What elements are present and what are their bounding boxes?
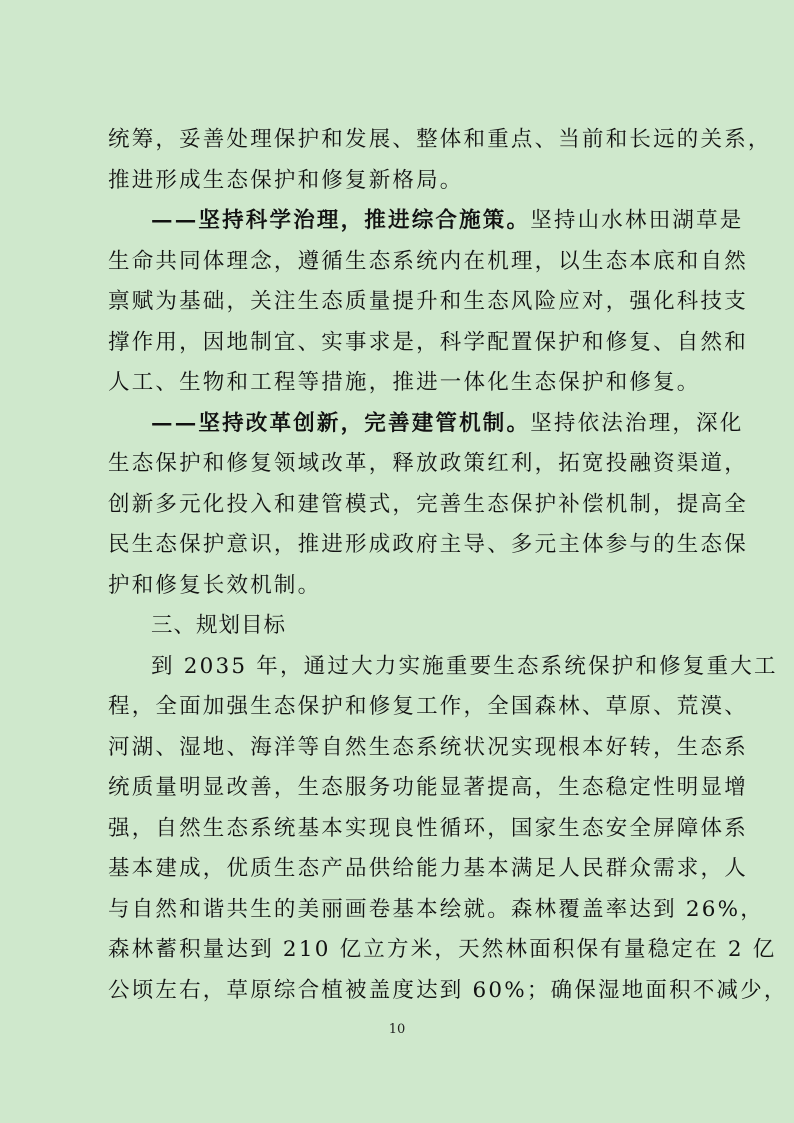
text-line: 河湖、湿地、海洋等自然生态系统状况实现根本好转，生态系 bbox=[108, 734, 748, 760]
paragraph-scientific-governance bbox=[108, 201, 748, 404]
text-line: 统质量明显改善，生态服务功能显著提高，生态稳定性明显增 bbox=[108, 775, 748, 800]
text-line: 基本建成，优质生态产品供给能力基本满足人民群众需求，人 bbox=[108, 856, 748, 881]
text-line: 生态保护和修复领域改革，释放政策红利，拓宽投融资渠道， bbox=[108, 451, 748, 476]
paragraph-reform-innovation bbox=[108, 404, 748, 607]
paragraph-planning-goals bbox=[108, 647, 788, 1012]
text-line: 森林蓄积量达到 210 亿立方米，天然林面积保有量稳定在 2 亿 bbox=[108, 937, 777, 962]
text-line: 民生态保护意识，推进形成政府主导、多元主体参与的生态保 bbox=[108, 532, 748, 557]
paragraph-continuation bbox=[108, 120, 772, 201]
text-line: 创新多元化投入和建管模式，完善生态保护补偿机制，提高全 bbox=[108, 491, 748, 517]
text-line: 到 2035 年，通过大力实施重要生态系统保护和修复重大工 bbox=[151, 653, 778, 679]
text-line: 生命共同体理念，遵循生态系统内在机理，以生态本底和自然 bbox=[108, 248, 748, 274]
text-line bbox=[108, 201, 744, 242]
text-line: 统筹，妥善处理保护和发展、整体和重点、当前和长远的关系， bbox=[108, 127, 772, 152]
paragraph-lead: ——坚持科学治理，推进综合施策。 bbox=[151, 208, 531, 233]
text-line: 禀赋为基础，关注生态质量提升和生态风险应对，强化科技支 bbox=[108, 289, 748, 314]
text-line bbox=[108, 404, 744, 445]
document-body bbox=[108, 120, 788, 1011]
page-number: 10 bbox=[388, 1022, 406, 1037]
text-line: 人工、生物和工程等措施，推进一体化生态保护和修复。 bbox=[108, 370, 701, 395]
text-line: 与自然和谐共生的美丽画卷基本绘就。森林覆盖率达到 26%， bbox=[108, 896, 764, 922]
text-line: 公顷左右，草原综合植被盖度达到 60%；确保湿地面积不减少， bbox=[108, 977, 788, 1003]
text-line: 强，自然生态系统基本实现良性循环，国家生态安全屏障体系 bbox=[108, 815, 748, 841]
text-run: 坚持山水林田湖草是 bbox=[530, 208, 744, 233]
text-line: 护和修复长效机制。 bbox=[108, 572, 322, 598]
text-line: 程，全面加强生态保护和修复工作，全国森林、草原、荒漠、 bbox=[108, 694, 748, 719]
paragraph-lead: ——坚持改革创新，完善建管机制。 bbox=[151, 410, 531, 436]
section-heading: 三、规划目标 bbox=[151, 613, 287, 638]
text-run: 坚持依法治理，深化 bbox=[530, 410, 744, 436]
text-line: 撑作用，因地制宜、实事求是，科学配置保护和修复、自然和 bbox=[108, 329, 748, 355]
text-line: 推进形成生态保护和修复新格局。 bbox=[108, 167, 464, 193]
